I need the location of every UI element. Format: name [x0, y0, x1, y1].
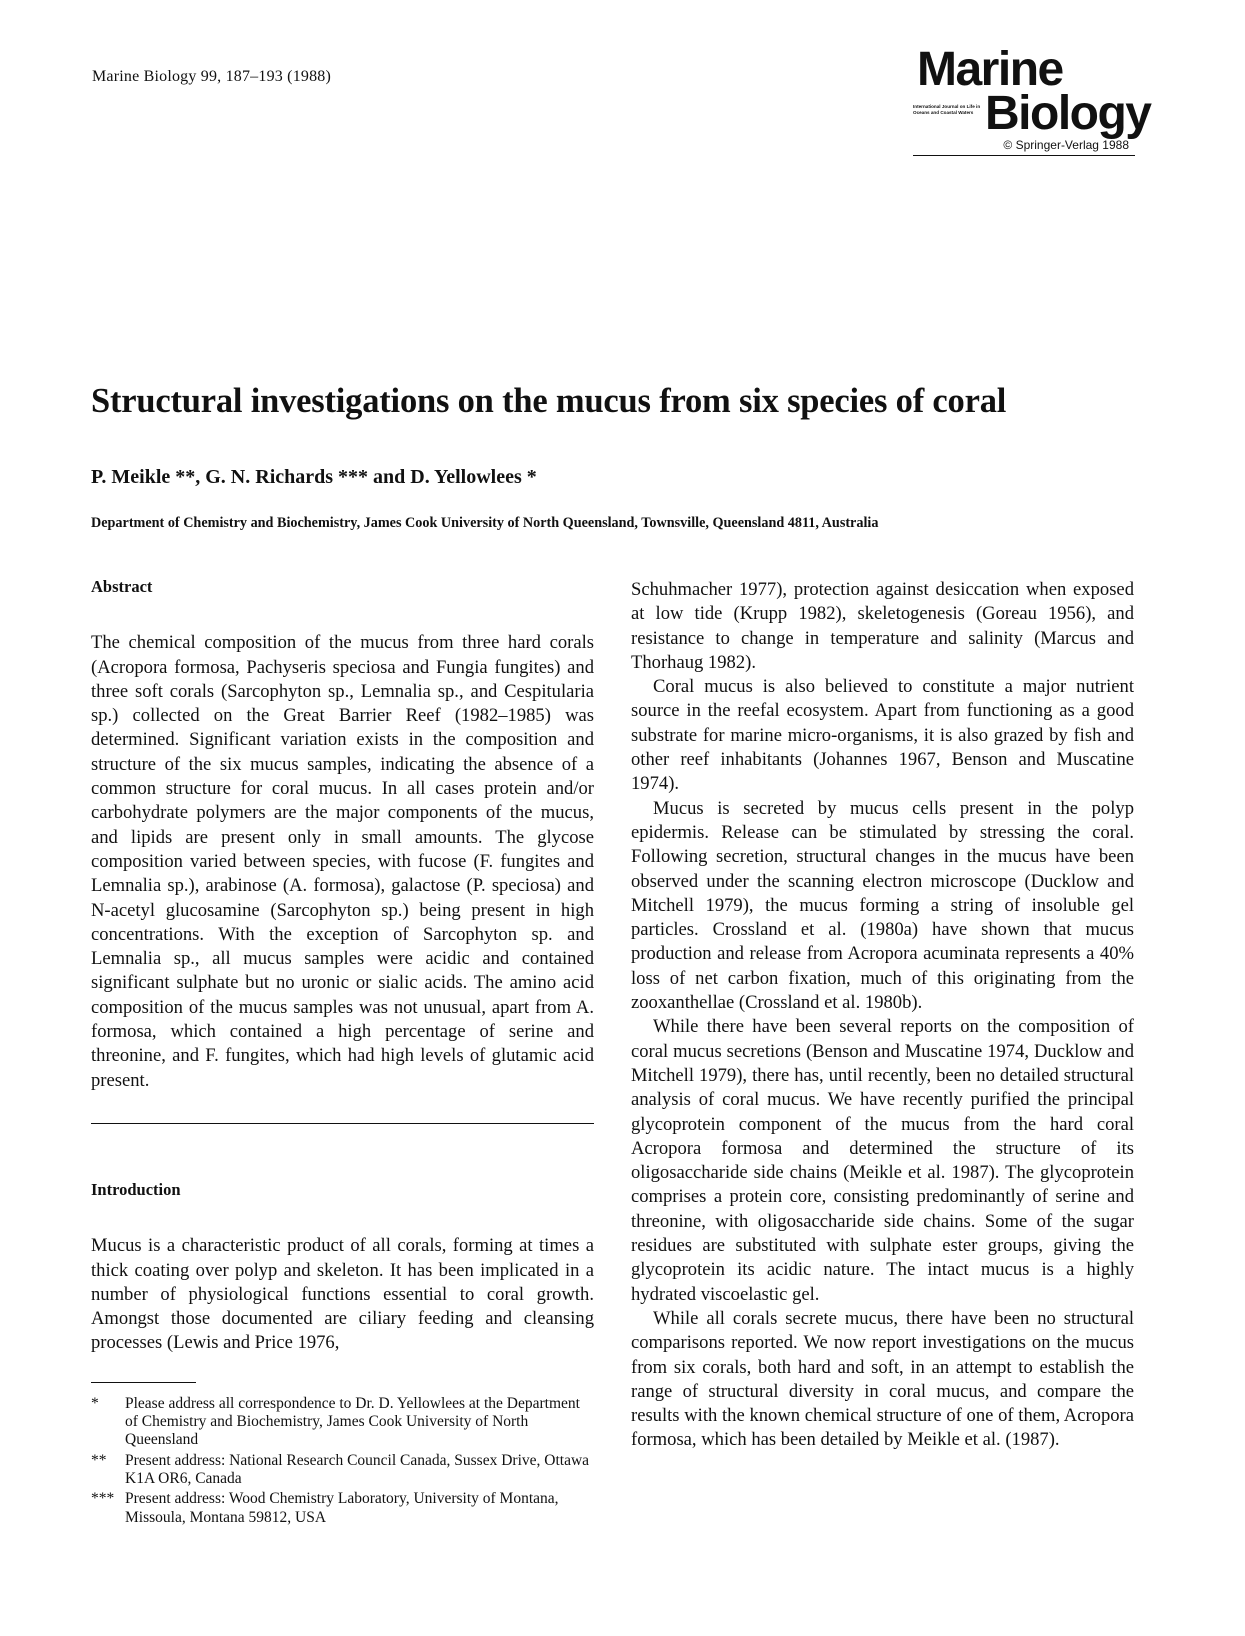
- footnote-mark: *: [91, 1394, 99, 1412]
- introduction-paragraph: While there have been several reports on the composition of coral mucus secretions (Benson and Muscatine 1974, Ducklow and Mitchell 1979), there has, until recently, been no detailed structural analysis of coral mucus. We have recently purified the principal glycoprotein component of the mucus from the hard coral Acropora formosa and determined the structure of its oligosaccharide side chains (Meikle et al. 1987). The glycoprotein comprises a protein core, consisting predominantly of serine and threonine, with oligosaccharide side chains. Some of the sugar residues are substituted with sulphate ester groups, giving the glycoprotein its acidic nature. The intact mucus is a highly hydrated viscoelastic gel.: [631, 1016, 1134, 1305]
- logo-tagline: International Journal on Life in Oceans and Coastal Waters: [913, 104, 981, 115]
- introduction-paragraph: Schuhmacher 1977), protection against desiccation when exposed at low tide (Krupp 1982), skeletogenesis (Goreau 1956), and resistance to change in temperature and salinity (Marcus and Thorhaug 1982).: [631, 579, 1134, 673]
- introduction-text-left: Mucus is a characteristic product of all corals, forming at times a thick coating over polyp and skeleton. It has been implicated in a number of physiological functions essential to coral growth. Amongst those documented are ciliary feeding and cleansing processes (Lewis and Price 1976,: [91, 1235, 594, 1354]
- left-column: [91, 575, 594, 1529]
- logo-word-biology: Biology: [985, 87, 1151, 140]
- logo-word-marine: Marine: [917, 43, 1063, 96]
- journal-citation: Marine Biology 99, 187–193 (1988): [92, 68, 332, 85]
- abstract-heading: Abstract: [91, 577, 153, 596]
- footnote-text: Please address all correspondence to Dr. D. Yellowlees at the Department of Chemistry and Biochemistry, James Cook University of North Queensland: [125, 1394, 580, 1449]
- footnote: [91, 1452, 594, 1489]
- article-title: Structural investigations on the mucus from six species of coral: [91, 382, 1007, 420]
- footnote-divider: [91, 1382, 196, 1383]
- introduction-paragraph: While all corals secrete mucus, there have been no structural comparisons reported. We now report investigations on the mucus from six corals, both hard and soft, in an attempt to establish the range of structural diversity in coral mucus, and compare the results with the known chemical structure of one of them, Acropora formosa, which has been detailed by Meikle et al. (1987).: [631, 1307, 1134, 1451]
- footnote-text: Present address: National Research Council Canada, Sussex Drive, Ottawa K1A OR6, Canada: [125, 1451, 590, 1487]
- copyright-notice: © Springer-Verlag 1988: [1003, 138, 1129, 152]
- article-authors: P. Meikle **, G. N. Richards *** and D. Yellowlees *: [91, 466, 537, 488]
- abstract-divider: [91, 1123, 594, 1124]
- logo-divider: [913, 155, 1135, 156]
- introduction-heading: Introduction: [91, 1179, 181, 1199]
- footnote-mark: ***: [91, 1490, 115, 1508]
- right-column: [631, 578, 1134, 1453]
- footnotes: [91, 1395, 594, 1527]
- footnote-mark: **: [91, 1451, 107, 1469]
- abstract-text: The chemical composition of the mucus from three hard corals (Acropora formosa, Pachyseris speciosa and Fungia fungites) and three soft corals (Sarcophyton sp., Lemnalia sp., and Cespitularia sp.) collected on the Great Barrier Reef (1982–1985) was determined. Significant variation exists in the composition and structure of the six mucus samples, indicating the absence of a common structure for coral mucus. In all cases protein and/or carbohydrate polymers are the major components of the mucus, and lipids are present only in small amounts. The glycose composition varied between species, with fucose (F. fungites and Lemnalia sp.), arabinose (A. formosa), galactose (P. speciosa) and N-acetyl glucosamine (Sarcophyton sp.) being present in high concentrations. With the exception of Sarcophyton sp. and Lemnalia sp., all mucus samples were acidic and contained significant sulphate but no uronic or sialic acids. The amino acid composition of the mucus samples was not unusual, apart from A. formosa, which contained a high percentage of serine and threonine, and F. fungites, which had high levels of glutamic acid present.: [91, 632, 594, 1091]
- introduction-paragraph: Mucus is secreted by mucus cells present in the polyp epidermis. Release can be stimulated by stressing the coral. Following secretion, structural changes in the mucus have been observed under the scanning electron microscope (Ducklow and Mitchell 1979), the mucus forming a string of insoluble gel particles. Crossland et al. (1980a) have shown that mucus production and release from Acropora acuminata represents a 40% loss of net carbon fixation, much of this originating from the zooxanthellae (Crossland et al. 1980b).: [631, 797, 1134, 1014]
- footnote-text: Present address: Wood Chemistry Laboratory, University of Montana, Missoula, Montana 59812, USA: [125, 1490, 559, 1526]
- footnote: [91, 1395, 594, 1450]
- introduction-paragraph: Coral mucus is also believed to constitute a major nutrient source in the reefal ecosystem. Apart from functioning as a good substrate for marine micro-organisms, it is also grazed by fish and other reef inhabitants (Johannes 1967, Benson and Muscatine 1974).: [631, 676, 1134, 795]
- article-affiliation: Department of Chemistry and Biochemistry, James Cook University of North Queensland, Townsville, Queensland 4811, Australia: [91, 515, 879, 531]
- journal-logo: [905, 43, 1151, 158]
- footnote: [91, 1490, 594, 1527]
